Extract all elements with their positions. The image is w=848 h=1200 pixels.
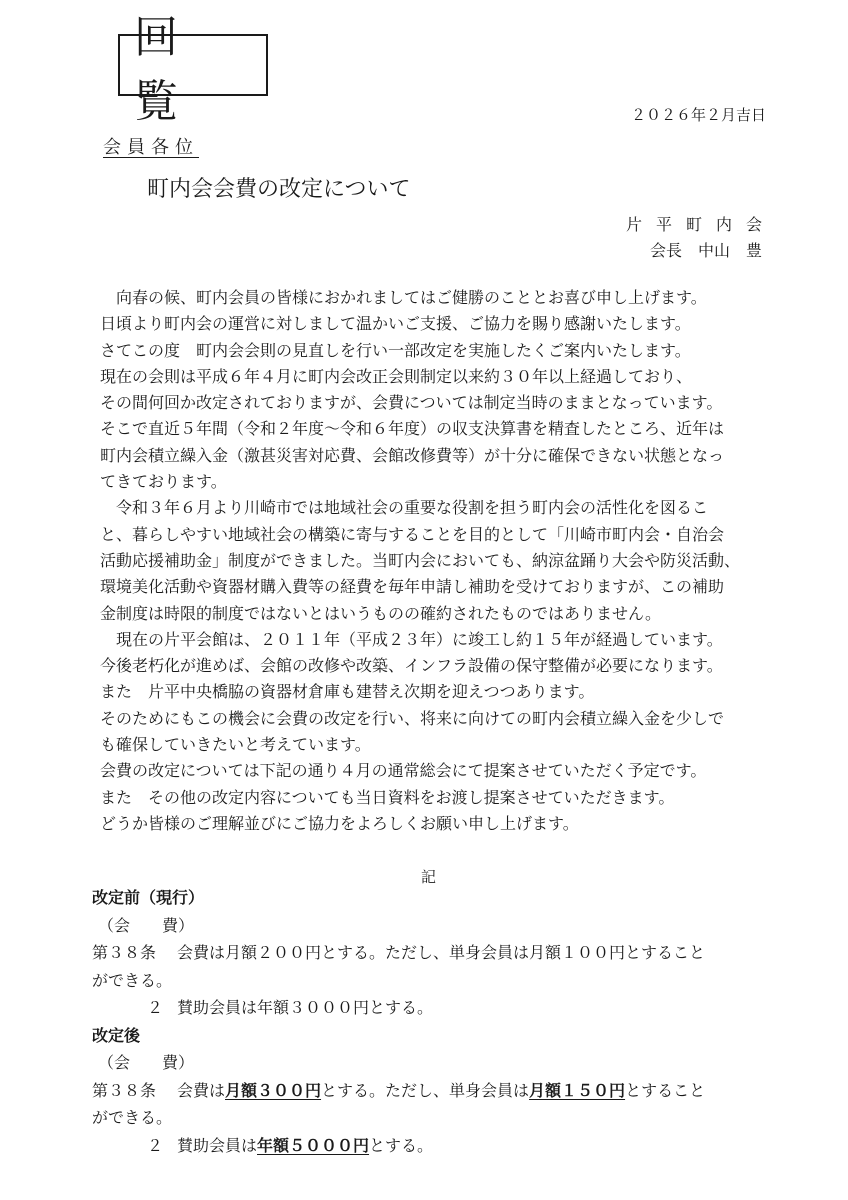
after-heading: 改定後 xyxy=(92,1025,141,1045)
body-line: また 片平中央橋脇の資器材倉庫も建替え次期を迎えつつあります。 xyxy=(100,682,595,702)
sender-block xyxy=(625,212,776,264)
body-line: また その他の改定内容についても当日資料をお渡し提案させていただきます。 xyxy=(100,787,675,807)
body-line: 金制度は時限的制度ではないとはいうものの確約されたものではありません。 xyxy=(100,603,661,623)
before-para-number: ２ xyxy=(147,998,164,1017)
after-monthly-fee: 月額３００円 xyxy=(225,1080,322,1100)
body-line: そこで直近５年間（令和２年度～令和６年度）の収支決算書を精査したところ、近年は xyxy=(100,419,725,439)
issue-date: ２０２６年２月吉日 xyxy=(630,106,766,124)
body-line: 活動応援補助金」制度ができました。当町内会においても、納涼盆踊り大会や防災活動、 xyxy=(100,550,741,570)
body-line: と、暮らしやすい地域社会の構築に寄与することを目的として「川崎市町内会・自治会 xyxy=(100,524,725,544)
body-line: てきております。 xyxy=(100,472,227,492)
body-line: 向春の候、町内会員の皆様におかれましてはご健勝のこととお喜び申し上げます。 xyxy=(100,288,707,307)
before-paragraph-2 xyxy=(92,994,772,1022)
body-line: 現在の会則は平成６年４月に町内会改正会則制定以来約３０年以上経過しており、 xyxy=(100,366,693,386)
after-support-fee: 年額５０００円 xyxy=(257,1135,370,1155)
body-text xyxy=(100,285,780,837)
after-article-text xyxy=(177,1077,772,1105)
after-article-cont: ができる。 xyxy=(92,1108,173,1127)
body-line: どうか皆様のご理解並びにご協力をよろしくお願い申し上げます。 xyxy=(100,813,579,833)
body-line: さてこの度 町内会会則の見直しを行い一部改定を実施したくご案内いたします。 xyxy=(100,340,691,360)
body-line: そのためにもこの機会に会費の改定を行い、将来に向けての町内会積立繰入金を少しで xyxy=(100,708,725,728)
after-single-fee: 月額１５０円 xyxy=(529,1080,626,1100)
revisions xyxy=(92,884,772,1159)
before-article xyxy=(92,939,772,967)
recipient: 会員各位 xyxy=(103,137,199,158)
after-text-5: とする。 xyxy=(369,1135,434,1155)
after-paragraph-2 xyxy=(92,1132,772,1160)
body-line: 町内会積立繰入金（激甚災害対応費、会館改修費等）が十分に確保できない状態となっ xyxy=(100,445,725,465)
after-article-number: 第３８条 xyxy=(92,1080,157,1100)
body-line: 今後老朽化が進めば、会館の改修や改築、インフラ設備の保守整備が必要になります。 xyxy=(100,656,723,676)
sender-president: 会長 中山 豊 xyxy=(649,241,762,260)
kairan-stamp: 回 覧 xyxy=(118,34,268,96)
sender-org: 片平町内会 xyxy=(625,215,776,234)
after-subheading: （会 費） xyxy=(98,1053,195,1072)
after-text-3: とすること xyxy=(625,1080,706,1100)
after-text-1: 会費は xyxy=(177,1080,226,1100)
after-text-4: 賛助会員は xyxy=(177,1135,258,1155)
document-title: 町内会会費の改定について xyxy=(147,177,411,202)
after-article xyxy=(92,1077,772,1105)
after-text-2: とする。ただし、単身会員は xyxy=(321,1080,530,1100)
body-line: 日頃より町内会の運営に対しまして温かいご支援、ご協力を賜り感謝いたします。 xyxy=(100,314,691,334)
before-article-cont: ができる。 xyxy=(92,970,173,990)
before-article-number: 第３８条 xyxy=(92,943,157,962)
before-heading: 改定前（現行） xyxy=(92,888,205,907)
body-line: も確保していきたいと考えています。 xyxy=(100,735,371,755)
before-para-text: 賛助会員は年額３０００円とする。 xyxy=(177,998,434,1017)
ki-marker: 記 xyxy=(421,868,437,886)
before-article-text: 会費は月額２００円とする。ただし、単身会員は月額１００円とすること xyxy=(177,943,706,962)
body-line: その間何回か改定されておりますが、会費については制定当時のままとなっています。 xyxy=(100,393,723,413)
before-subheading: （会 費） xyxy=(98,915,195,935)
body-line: 環境美化活動や資器材購入費等の経費を毎年申請し補助を受けておりますが、この補助 xyxy=(100,577,725,597)
body-line: 会費の改定については下記の通り４月の通常総会にて提案させていただく予定です。 xyxy=(100,761,707,781)
after-para-number: ２ xyxy=(147,1135,164,1155)
body-line: 現在の片平会館は、２０１１年（平成２３年）に竣工し約１５年が経過しています。 xyxy=(100,629,723,649)
body-line: 令和３年６月より川崎市では地域社会の重要な役割を担う町内会の活性化を図るこ xyxy=(100,498,709,518)
